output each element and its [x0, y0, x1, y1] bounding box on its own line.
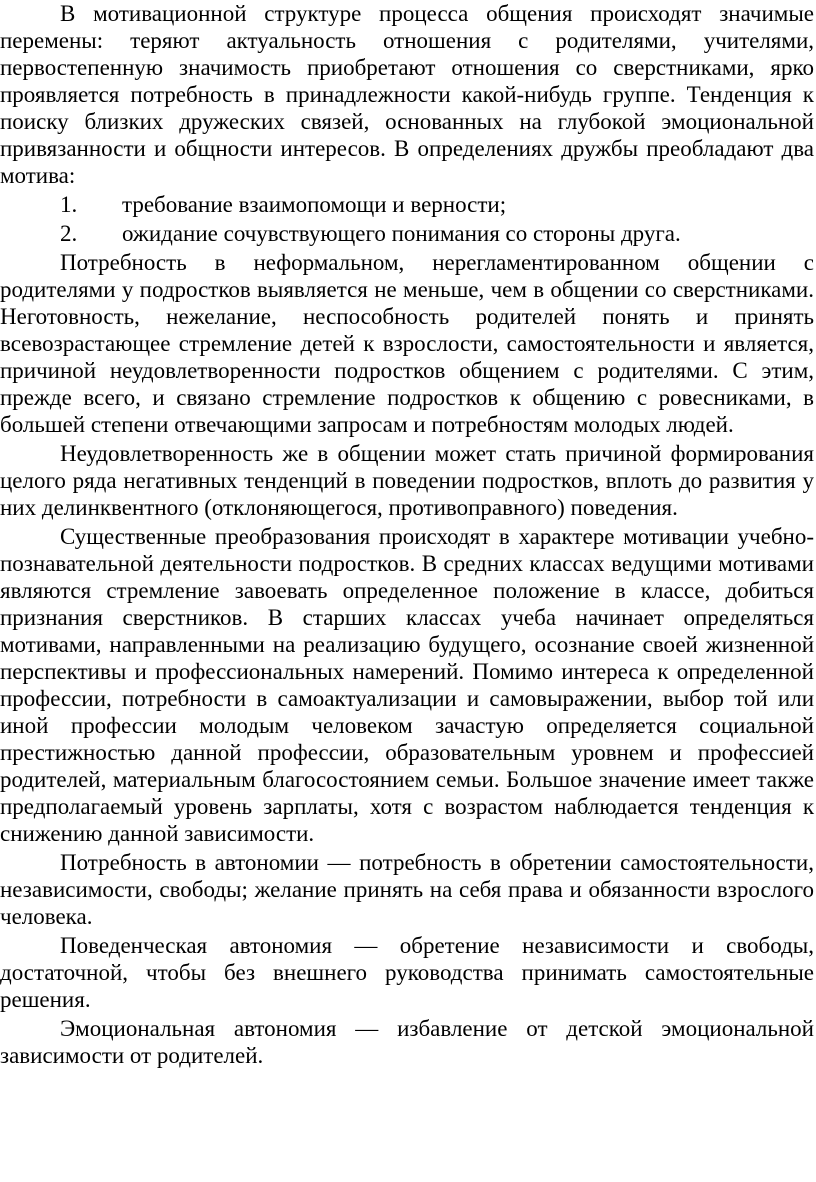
- list-item: [0, 191, 814, 218]
- paragraph-autonomy-need: Потребность в автономии — потребность в обретении самостоятельности, независимости, свободы; желание принять на себя права и обязанности взрослого человека.: [0, 850, 814, 929]
- paragraph-dissatisfaction: Неудовлетворенность же в общении может стать причиной формирования целого ряда негативных тенденций в поведении подростков, вплоть до развития у них делинквентного (отклоняющегося, противоправного) поведения.: [0, 441, 814, 520]
- paragraph-communication-motivation: В мотивационной структуре процесса общения происходят значимые перемены: теряют актуальность отношения с родителями, учителями, первостепенную значимость приобретают отношения со сверстниками, ярко проявляется потребность в принадлежности какой-нибудь группе. Тенденция к поиску близких дружеских связей, основанных на глубокой эмоциональной привязанности и общности интересов. В определениях дружбы преобладают два мотива:: [0, 1, 814, 188]
- list-text: ожидание сочувствующего понимания со стороны друга.: [122, 221, 681, 246]
- paragraph-behavioral-autonomy: Поведенческая автономия — обретение независимости и свободы, достаточной, чтобы без внешнего руководства принимать самостоятельные решения.: [0, 933, 814, 1012]
- paragraph-learning-motivation: Существенные преобразования происходят в характере мотивации учебно-познавательной деятельности подростков. В средних классах ведущими мотивами являются стремление завоевать определенное положение в классе, добиться признания сверстников. В старших классах учеба начинает определяться мотивами, направленными на реализацию будущего, осознание своей жизненной перспективы и профессиональных намерений. Помимо интереса к определенной профессии, потребности в самоактуализации и самовыражении, выбор той или иной профессии молодым человеком зачастую определяется социальной престижностью данной профессии, образовательным уровнем и профессией родителей, материальным благосостоянием семьи. Большое значение имеет также предполагаемый уровень зарплаты, хотя с возрастом наблюдается тенденция к снижению данной зависимости.: [0, 524, 814, 846]
- list-number: 1.: [60, 192, 78, 217]
- list-text: требование взаимопомощи и верности;: [122, 192, 507, 217]
- list-item: [0, 220, 814, 247]
- list-number: 2.: [60, 221, 78, 246]
- paragraph-informal-communication: Потребность в неформальном, нерегламентированном общении с родителями у подростков выявляется не меньше, чем в общении со сверстниками. Неготовность, нежелание, неспособность родителей понять и принять всевозрастающее стремление детей к взрослости, самостоятельности и является, причиной неудовлетворенности подростков общением с родителями. С этим, прежде всего, и связано стремление подростков к общению с ровесниками, в большей степени отвечающими запросам и потребностям молодых людей.: [0, 250, 814, 437]
- paragraph-emotional-autonomy: Эмоциональная автономия — избавление от детской эмоциональной зависимости от родителей.: [0, 1016, 814, 1068]
